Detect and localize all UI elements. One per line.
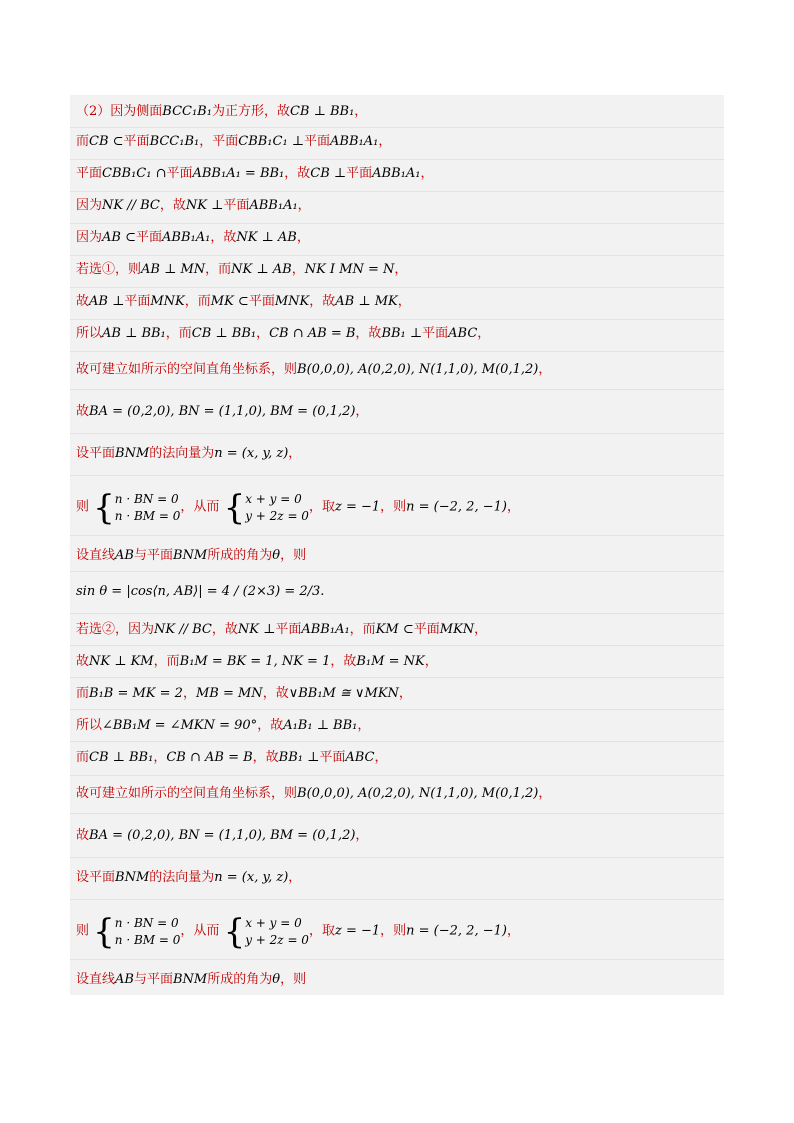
divider — [70, 159, 724, 160]
equation-system: {n · BN = 0 n · BM = 0 — [93, 487, 181, 528]
line-17: 而B₁B = MK = 2，MB = MN，故∨BB₁M ≅ ∨MKN， — [76, 686, 412, 701]
line-2: 而CB ⊂平面BCC₁B₁，平面CBB₁C₁ ⊥平面ABB₁A₁， — [76, 134, 392, 149]
divider — [70, 571, 724, 572]
divider — [70, 677, 724, 678]
line-19: 而CB ⊥ BB₁，CB ∩ AB = B，故BB₁ ⊥平面ABC， — [76, 750, 388, 765]
equation-system: {x + y = 0 y + 2z = 0 — [223, 911, 309, 952]
line-22: 设平面BNM的法向量为n = (x, y, z)， — [76, 870, 302, 885]
line-23: 则 {n · BN = 0 n · BM = 0，从而 {x + y = 0 y + 2z = 0，取z = −1，则n = (−2, 2, −1)， — [76, 909, 718, 953]
divider — [70, 899, 724, 900]
divider — [70, 389, 724, 390]
divider — [70, 857, 724, 858]
divider — [70, 959, 724, 960]
line-6: 若选①，则AB ⊥ MN，而NK ⊥ AB，NK I MN = N， — [76, 262, 408, 277]
divider — [70, 775, 724, 776]
divider — [70, 741, 724, 742]
line-5: 因为AB ⊂平面ABB₁A₁，故NK ⊥ AB， — [76, 230, 310, 245]
divider — [70, 287, 724, 288]
line-13: 设直线AB与平面BNM所成的角为θ，则 — [76, 548, 307, 563]
line-24: 设直线AB与平面BNM所成的角为θ，则 — [76, 972, 307, 987]
line-8: 所以AB ⊥ BB₁，而CB ⊥ BB₁，CB ∩ AB = B，故BB₁ ⊥平面ABC， — [76, 326, 491, 341]
equation-system: {x + y = 0 y + 2z = 0 — [223, 487, 309, 528]
line-14: sin θ = |cos⟨n, AB⟩| = 4 / (2×3) = 2/3. — [76, 584, 325, 599]
divider — [70, 813, 724, 814]
line-3: 平面CBB₁C₁ ∩平面ABB₁A₁ = BB₁，故CB ⊥平面ABB₁A₁， — [76, 166, 434, 181]
line-11: 设平面BNM的法向量为n = (x, y, z)， — [76, 446, 302, 461]
line-18: 所以∠BB₁M = ∠MKN = 90°，故A₁B₁ ⊥ BB₁， — [76, 718, 371, 733]
divider — [70, 645, 724, 646]
line-21: 故BA = (0,2,0), BN = (1,1,0), BM = (0,1,2)， — [76, 828, 369, 843]
line-7: 故AB ⊥平面MNK，而MK ⊂平面MNK，故AB ⊥ MK， — [76, 294, 411, 309]
divider — [70, 535, 724, 536]
line-1: （2）因为侧面BCC₁B₁为正方形，故CB ⊥ BB₁， — [76, 104, 368, 119]
solution-sheet — [70, 95, 724, 995]
divider — [70, 191, 724, 192]
divider — [70, 223, 724, 224]
line-10: 故BA = (0,2,0), BN = (1,1,0), BM = (0,1,2)， — [76, 404, 369, 419]
divider — [70, 127, 724, 128]
divider — [70, 351, 724, 352]
line-20: 故可建立如所示的空间直角坐标系，则B(0,0,0), A(0,2,0), N(1,1,0), M(0,1,2)， — [76, 786, 552, 801]
divider — [70, 475, 724, 476]
divider — [70, 255, 724, 256]
line-9: 故可建立如所示的空间直角坐标系，则B(0,0,0), A(0,2,0), N(1,1,0), M(0,1,2)， — [76, 362, 552, 377]
divider — [70, 709, 724, 710]
divider — [70, 319, 724, 320]
divider — [70, 613, 724, 614]
equation-system: {n · BN = 0 n · BM = 0 — [93, 911, 181, 952]
divider — [70, 433, 724, 434]
line-16: 故NK ⊥ KM，而B₁M = BK = 1, NK = 1，故B₁M = NK， — [76, 654, 438, 669]
line-4: 因为NK // BC，故NK ⊥平面ABB₁A₁， — [76, 198, 311, 213]
line-12: 则 {n · BN = 0 n · BM = 0，从而 {x + y = 0 y + 2z = 0，取z = −1，则n = (−2, 2, −1)， — [76, 485, 718, 529]
line-15: 若选②，因为NK // BC，故NK ⊥平面ABB₁A₁，而KM ⊂平面MKN， — [76, 622, 488, 637]
